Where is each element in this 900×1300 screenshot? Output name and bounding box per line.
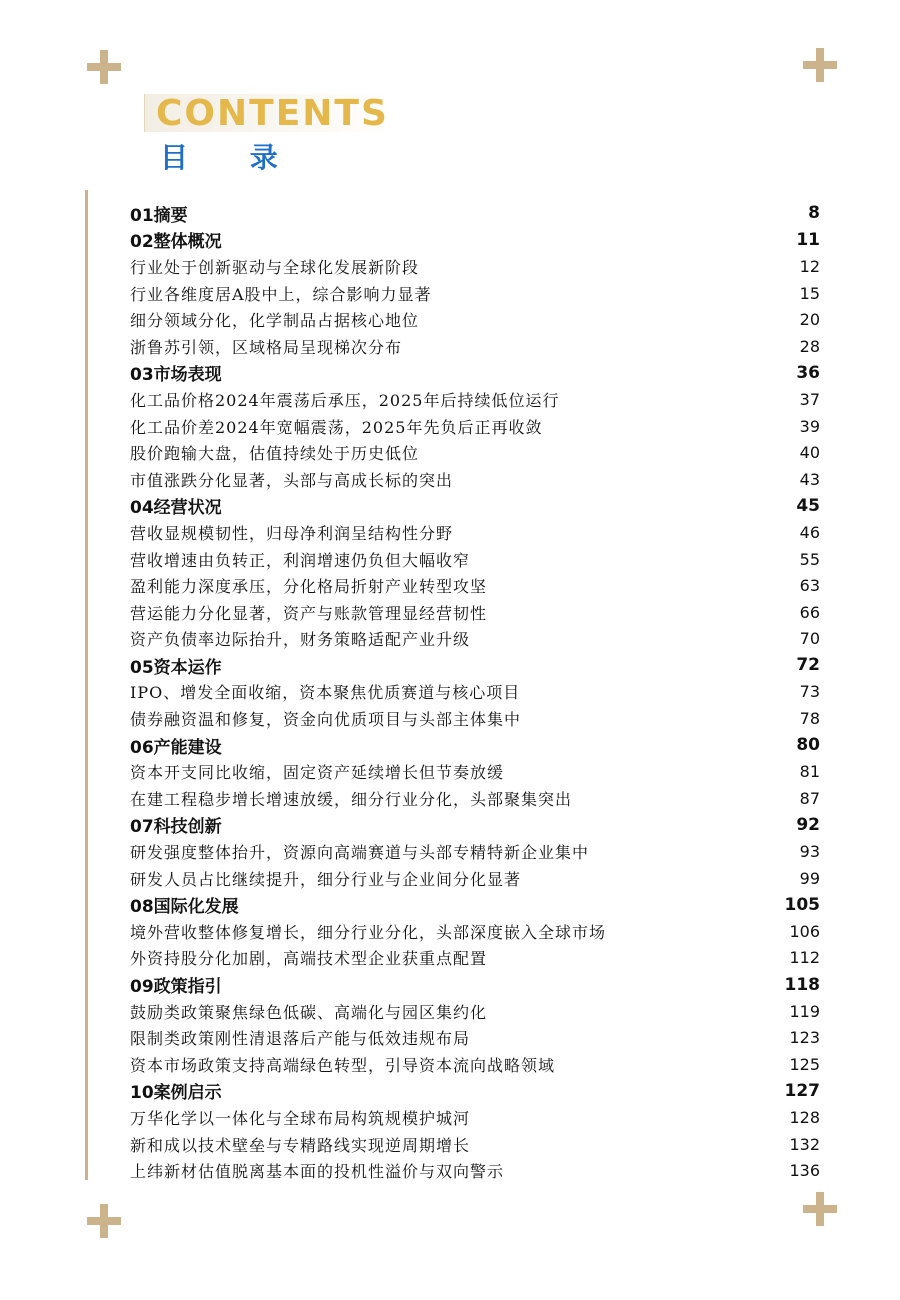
toc-page-number: 118 (784, 974, 820, 995)
toc-section-title: 06产能建设 (130, 737, 222, 758)
toc-page-number: 43 (799, 469, 820, 489)
toc-entry-row[interactable] (130, 280, 820, 307)
toc-entry-title: 化工品价格2024年震荡后承压，2025年后持续低位运行 (130, 390, 560, 410)
vertical-divider (85, 190, 88, 1180)
toc-section-title: 03市场表现 (130, 365, 222, 386)
toc-entry-row[interactable] (130, 439, 820, 466)
toc-entry-title: 新和成以技术壁垒与专精路线实现逆周期增长 (130, 1135, 471, 1155)
toc-page-number: 40 (799, 443, 820, 463)
toc-page-number: 78 (799, 709, 820, 729)
page-title: 目 录 (160, 141, 304, 174)
toc-entry-title: 营收增速由负转正，利润增速仍负但大幅收窄 (130, 550, 471, 570)
toc-entry-title: 在建工程稳步增长增速放缓，细分行业分化，头部聚集突出 (130, 789, 573, 809)
toc-page-number: 136 (789, 1161, 820, 1181)
toc-section-row[interactable] (130, 200, 820, 227)
toc-entry-title: 营运能力分化显著，资产与账款管理显经营韧性 (130, 603, 488, 623)
toc-entry-row[interactable] (130, 1157, 820, 1184)
toc-page-number: 28 (799, 336, 820, 356)
toc-entry-title: 股价跑输大盘，估值持续处于历史低位 (130, 444, 420, 464)
toc-entry-title: 细分领域分化，化学制品占据核心地位 (130, 311, 420, 331)
toc-section-row[interactable] (130, 812, 820, 839)
toc-page-number: 20 (799, 310, 820, 330)
toc-page-number: 119 (789, 1001, 820, 1021)
toc-page-number: 128 (789, 1107, 820, 1127)
toc-entry-row[interactable] (130, 998, 820, 1025)
toc-page-number: 99 (799, 868, 820, 888)
toc-page-number: 45 (796, 495, 820, 516)
toc-page-number: 81 (799, 762, 820, 782)
toc-page-number: 46 (799, 522, 820, 542)
toc-entry-title: 营收显规模韧性，归母净利润呈结构性分野 (130, 523, 454, 543)
toc-page-number: 93 (799, 842, 820, 862)
toc-entry-title: 市值涨跌分化显著，头部与高成长标的突出 (130, 470, 454, 490)
toc-section-title: 10案例启示 (130, 1083, 222, 1104)
toc-entry-title: 研发强度整体抬升，资源向高端赛道与头部专精特新企业集中 (130, 843, 590, 863)
toc-page-number: 87 (799, 788, 820, 808)
plus-ornament-icon (87, 1204, 121, 1238)
toc-entry-row[interactable] (130, 1131, 820, 1158)
toc-entry-title: 行业各维度居A股中上，综合影响力显著 (130, 284, 432, 304)
toc-entry-title: 限制类政策刚性清退落后产能与低效违规布局 (130, 1029, 471, 1049)
toc-entry-row[interactable] (130, 865, 820, 892)
plus-ornament-icon (803, 48, 837, 82)
toc-entry-row[interactable] (130, 918, 820, 945)
toc-page-number: 106 (789, 921, 820, 941)
toc-entry-row[interactable] (130, 705, 820, 732)
toc-section-title: 02整体概况 (130, 232, 222, 253)
toc-section-row[interactable] (130, 652, 820, 679)
toc-entry-title: 资本开支同比收缩，固定资产延续增长但节奏放缓 (130, 763, 505, 783)
toc-section-row[interactable] (130, 1078, 820, 1105)
toc-section-row[interactable] (130, 732, 820, 759)
toc-section-row[interactable] (130, 360, 820, 387)
contents-heading: CONTENTS (156, 93, 389, 134)
toc-entry-row[interactable] (130, 785, 820, 812)
toc-page-number: 15 (799, 283, 820, 303)
toc-section-row[interactable] (130, 891, 820, 918)
toc-page-number: 55 (799, 549, 820, 569)
toc-entry-title: 资本市场政策支持高端绿色转型，引导资本流向战略领域 (130, 1055, 556, 1075)
toc-entry-row[interactable] (130, 599, 820, 626)
toc-section-title: 08国际化发展 (130, 897, 239, 918)
toc-section-title: 01摘要 (130, 205, 188, 226)
toc-page-number: 92 (796, 814, 820, 835)
toc-entry-row[interactable] (130, 1024, 820, 1051)
toc-section-title: 05资本运作 (130, 657, 222, 678)
table-of-contents (130, 200, 820, 1184)
toc-page-number: 11 (796, 229, 820, 250)
toc-entry-row[interactable] (130, 1104, 820, 1131)
toc-entry-title: 化工品价差2024年宽幅震荡，2025年先负后正再收敛 (130, 417, 543, 437)
toc-page-number: 70 (799, 629, 820, 649)
toc-entry-row[interactable] (130, 679, 820, 706)
toc-page-number: 127 (784, 1080, 820, 1101)
toc-entry-title: 浙鲁苏引领，区域格局呈现梯次分布 (130, 337, 403, 357)
toc-entry-row[interactable] (130, 758, 820, 785)
plus-ornament-icon (803, 1192, 837, 1226)
toc-section-row[interactable] (130, 493, 820, 520)
toc-page-number: 37 (799, 389, 820, 409)
toc-entry-title: 债券融资温和修复，资金向优质项目与头部主体集中 (130, 710, 522, 730)
toc-section-title: 07科技创新 (130, 817, 222, 838)
toc-page-number: 8 (808, 203, 820, 224)
toc-entry-title: 研发人员占比继续提升，细分行业与企业间分化显著 (130, 869, 522, 889)
toc-entry-row[interactable] (130, 306, 820, 333)
toc-section-row[interactable] (130, 971, 820, 998)
toc-page-number: 12 (799, 256, 820, 276)
toc-entry-title: 上纬新材估值脱离基本面的投机性溢价与双向警示 (130, 1162, 505, 1182)
toc-entry-row[interactable] (130, 253, 820, 280)
toc-page-number: 73 (799, 682, 820, 702)
toc-page-number: 80 (796, 735, 820, 756)
toc-entry-title: 鼓励类政策聚焦绿色低碳、高端化与园区集约化 (130, 1002, 488, 1022)
toc-entry-row[interactable] (130, 546, 820, 573)
toc-section-title: 04经营状况 (130, 498, 222, 519)
toc-page-number: 105 (784, 894, 820, 915)
toc-page-number: 39 (799, 416, 820, 436)
toc-entry-title: IPO、增发全面收缩，资本聚焦优质赛道与核心项目 (130, 683, 521, 703)
toc-page-number: 66 (799, 602, 820, 622)
toc-entry-row[interactable] (130, 945, 820, 972)
toc-section-title: 09政策指引 (130, 977, 222, 998)
toc-entry-title: 外资持股分化加剧，高端技术型企业获重点配置 (130, 949, 488, 969)
toc-entry-row[interactable] (130, 466, 820, 493)
toc-entry-title: 资产负债率边际抬升，财务策略适配产业升级 (130, 630, 471, 650)
toc-entry-title: 万华化学以一体化与全球布局构筑规模护城河 (130, 1108, 471, 1128)
toc-page-number: 125 (789, 1054, 820, 1074)
toc-entry-row[interactable] (130, 333, 820, 360)
plus-ornament-icon (87, 50, 121, 84)
toc-entry-row[interactable] (130, 1051, 820, 1078)
toc-page-number: 132 (789, 1134, 820, 1154)
toc-page-number: 72 (796, 655, 820, 676)
toc-entry-row[interactable] (130, 626, 820, 653)
toc-page-number: 112 (789, 948, 820, 968)
toc-section-row[interactable] (130, 227, 820, 254)
toc-entry-row[interactable] (130, 413, 820, 440)
toc-entry-row[interactable] (130, 386, 820, 413)
toc-entry-row[interactable] (130, 572, 820, 599)
toc-entry-row[interactable] (130, 519, 820, 546)
toc-entry-title: 盈利能力深度承压，分化格局折射产业转型攻坚 (130, 577, 488, 597)
toc-entry-row[interactable] (130, 838, 820, 865)
toc-page-number: 63 (799, 576, 820, 596)
toc-entry-title: 境外营收整体修复增长，细分行业分化，头部深度嵌入全球市场 (130, 922, 607, 942)
toc-entry-title: 行业处于创新驱动与全球化发展新阶段 (130, 257, 420, 277)
toc-page-number: 36 (796, 362, 820, 383)
toc-page-number: 123 (789, 1028, 820, 1048)
